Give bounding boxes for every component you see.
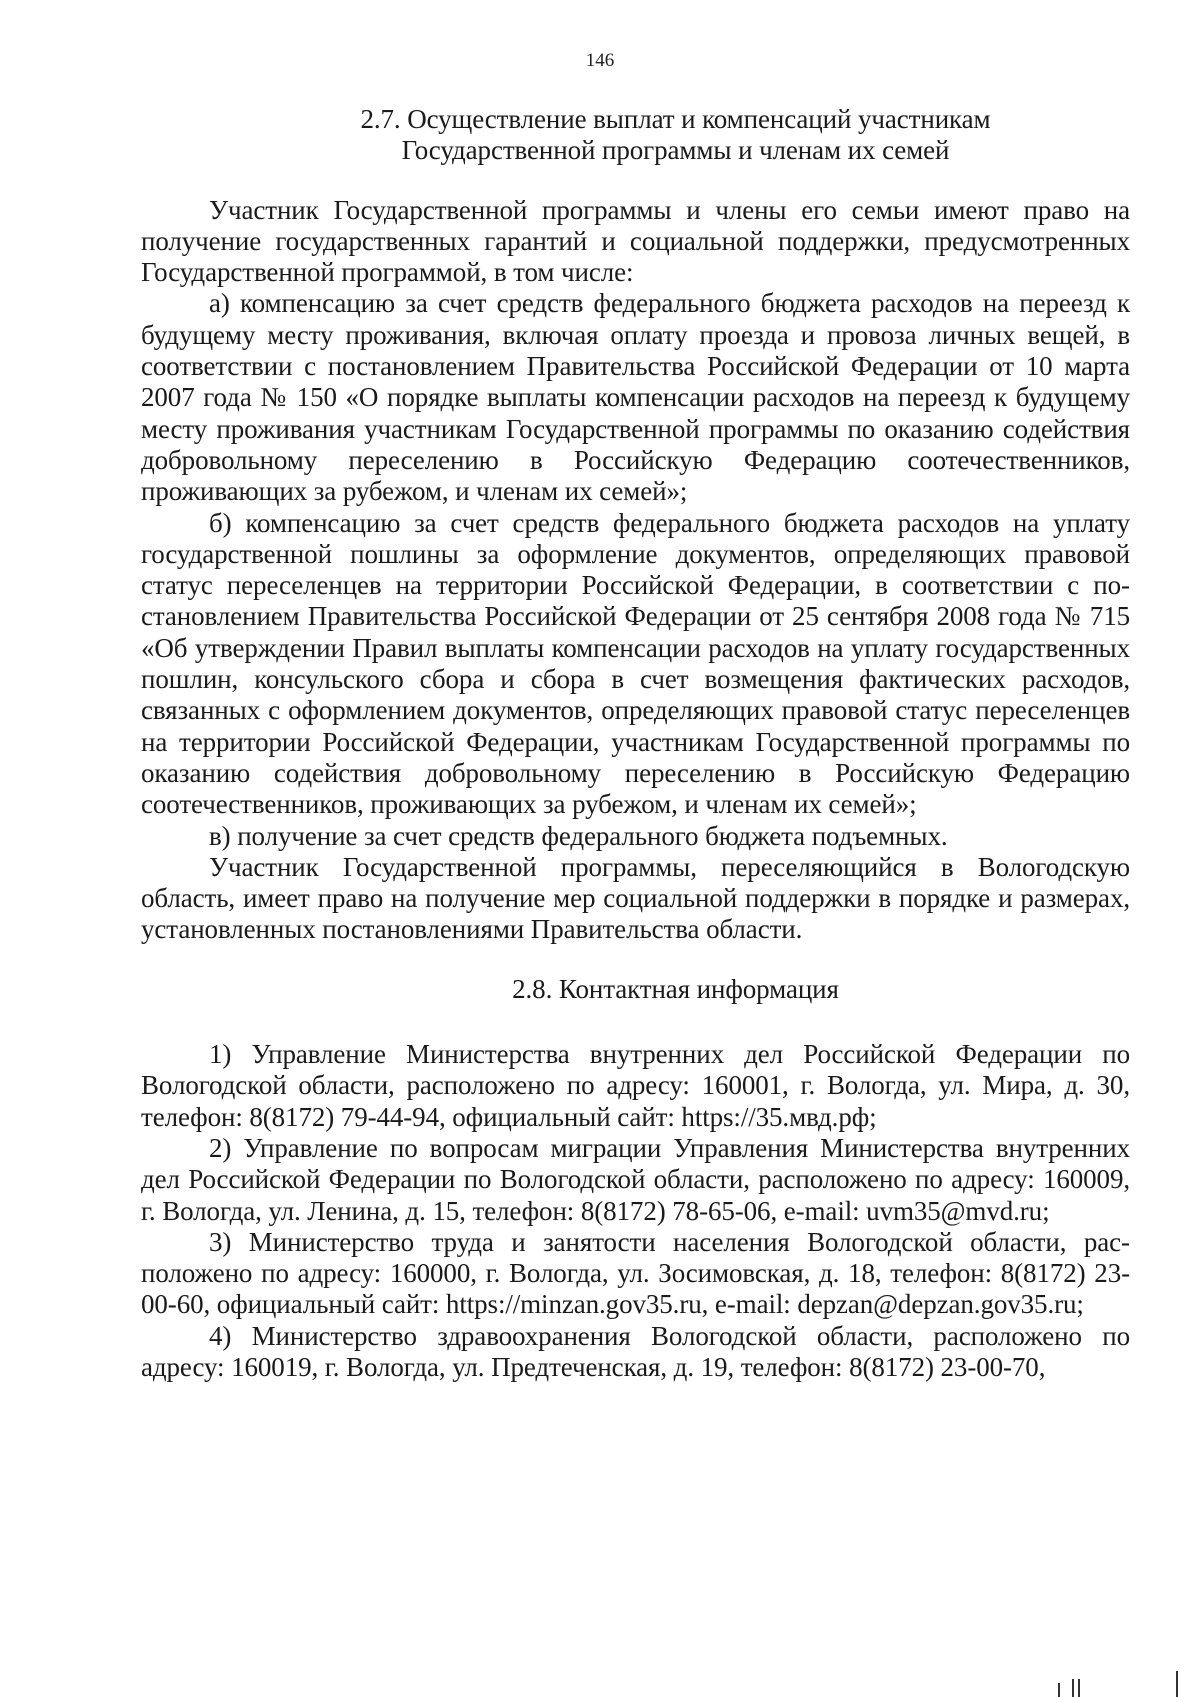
contact-item-3: 3) Министерство труда и занятости населения Вологодской области, расположено по адресу: 160000, г. Вологда, ул. Зосимовская, д. 18, телефон: 8(8172) 23-00-60, официальный сайт: https://minzan.gov35.ru, e-mail: depzan@depzan.gov35.ru; [141, 1226, 1130, 1320]
contact-item-2: 2) Управление по вопросам миграции Управления Министерства внутренних дел Российской Федерации по Вологодской области, расположено по адресу: 160009, г. Вологда, ул. Ленина, д. 15, телефон: 8(8172) 78-65-06, e-mail: uvm35@mvd.ru; [141, 1132, 1130, 1226]
section-2-7-paragraph: Участник Государственной программы, переселяющийся в Вологодскую область, имеет право на получение мер социальной поддержки в порядке и размерах, установленных постановлениями Правительства области. [141, 851, 1130, 945]
contact-item-1: 1) Управление Министерства внутренних дел Российской Федерации по Вологодской области, расположено по адресу: 160001, г. Вологда, ул. Мира, д. 30, телефон: 8(8172) 79-44-94, официальный сайт: https://35.мвд.рф; [141, 1039, 1130, 1132]
scan-mark [1176, 1671, 1178, 1697]
section-2-7-item-b: б) компенсацию за счет средств федерального бюджета расходов на уплату государственной пошлины за оформление документов, определяющих правовой статус переселенцев на территории Российской Федерации, в соответствии с постановлением Правительства Российской Федерации от 25 сентября 2008 года № 715 «Об утверждении Правил выплаты компенсации расходов на уплату государственных пошлин, консульского сбора и сбора в счет возмещения фактических расходов, связанных с оформлением документов, определяющих правовой статус переселенцев на территории Российской Федерации, участникам Государственной программы по оказанию содействия добровольному переселению в Российскую Федерацию соотечественников, проживающих за рубежом, и членам их семей»; [141, 507, 1130, 820]
section-2-7-title-line-2: Государственной программы и членам их семей [401, 135, 950, 166]
scan-mark [1072, 1679, 1074, 1697]
section-2-8-heading: 2.8. Контактная информация [512, 973, 839, 1004]
page-content [141, 104, 1130, 1383]
section-2-7-heading [221, 104, 1130, 167]
scan-edge-marks [1000, 1657, 1200, 1697]
scan-mark [1078, 1679, 1080, 1697]
section-2-7-title-line-1: 2.7. Осуществление выплат и компенсаций участникам [360, 104, 991, 134]
scan-mark [1058, 1683, 1060, 1697]
contact-item-4: 4) Министерство здравоохранения Вологодской области, расположено по адресу: 160019, г. Вологда, ул. Предтеченская, д. 19, телефон: 8(8172) 23-00-70, [141, 1320, 1130, 1382]
section-2-7-item-a: а) компенсацию за счет средств федерального бюджета расходов на переезд к будущему месту проживания, включая оплату проезда и провоза личных вещей, в соответствии с постановлением Правительства Российской Федерации от 10 марта 2007 года № 150 «О порядке выплаты компенсации расходов на переезд к будущему месту проживания участникам Государственной программы по оказанию содействия добровольному переселению в Российскую Федерацию соотечественников, проживающих за рубежом, и членам их семей»; [141, 288, 1130, 507]
section-2-7-paragraph: Участник Государственной программы и члены его семьи имеют право на получение государственных гарантий и социальной поддержки, предусмотренных Государственной программой, в том числе: [141, 194, 1130, 288]
page-number: 146 [585, 50, 615, 71]
section-2-7-item-v: в) получение за счет средств федерального бюджета подъемных. [209, 820, 948, 851]
